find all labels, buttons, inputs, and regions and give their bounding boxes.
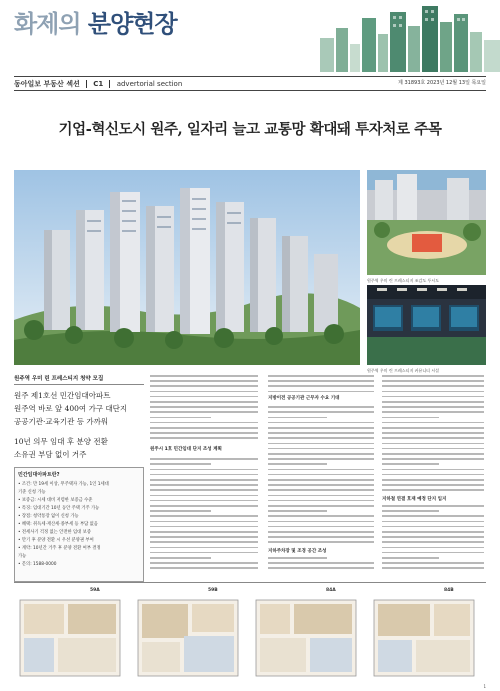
body-text-line [268,406,374,408]
body-text-line [150,567,258,569]
info-line: • 장점: 청약통장 없이 신청 가능 [18,514,79,519]
section-title-part2: 분양현장 [87,10,177,38]
body-text-line [268,411,374,413]
body-text-line [150,484,258,486]
info-line: • 조건: 만 19세 이상, 무주택자 가능, 1인 1세대 [18,482,109,487]
floorplan-label-59b: 59B [208,588,218,593]
body-text-line [268,510,327,512]
section-title-part1: 화제의 [14,10,81,38]
body-text-line [382,469,484,471]
body-text-line [268,505,374,507]
info-box-title: 민간임대아파트란? [18,472,60,478]
masthead [14,79,182,89]
info-line: • 만기 후 분양 전환 시 우선 분양권 부여 [18,538,94,543]
body-text-line [268,385,374,387]
floorplan-84b [368,586,482,682]
body-text-line [382,474,484,476]
body-text-line [150,526,258,528]
body-text-line [150,401,258,403]
body-text-line [268,526,374,528]
body-text-line [150,541,258,543]
body-text-line [382,510,439,512]
body-text-line [150,427,258,429]
body-text-line [150,521,258,523]
body-text-line [268,380,374,382]
body-text-line [382,448,484,450]
body-text-line [382,536,484,538]
body-text-line [382,547,484,549]
body-text-line [382,557,439,559]
body-text-line [150,479,258,481]
body-text-line [268,422,374,424]
floorplan-84a [250,586,364,682]
body-text-line [150,547,258,549]
body-text-line [268,474,374,476]
body-text-line [382,443,484,445]
community-facility-photo [367,285,486,365]
body-text-line [268,521,374,523]
body-text-line [382,411,484,413]
body-text-line [382,526,484,528]
article-subhead: 지방이전 공공기관 근무자 수요 기대 [268,396,340,401]
floorplan-59b [132,586,246,682]
body-text-line [268,567,374,569]
article-column-2 [268,374,376,574]
body-text-line [150,495,258,497]
body-text-line [268,453,374,455]
body-text-line [382,552,484,554]
section-title [14,4,177,39]
body-text-line [268,484,374,486]
body-text-line [382,458,484,460]
info-line: 기준 신청 가능 [18,490,46,495]
body-text-line [268,489,374,491]
body-text-line [268,391,374,393]
body-text-line [382,437,484,439]
body-text-line [268,427,374,429]
info-line: • 계약: 10년간 거주 후 분양 전환 여부 결정 [18,546,101,551]
summary-line: 10년 의무 임대 후 분양 전환 [14,437,108,446]
body-text-line [382,531,484,533]
body-text-line [382,375,484,377]
apartment-complex-rendering [14,170,360,365]
body-text-line [382,417,439,419]
body-text-line [382,562,484,564]
info-line: 가능 [18,554,27,559]
floorplan-59a [14,586,128,682]
body-text-line [382,401,484,403]
masthead-name: 동아일보 부동산 섹션 [14,80,80,88]
body-text-line [268,443,374,445]
page-number: 1 [483,684,486,689]
article-column-1 [150,374,260,574]
body-text-line [382,432,484,434]
body-text-line [268,437,374,439]
city-skyline-illustration [300,0,500,72]
body-text-line [150,474,258,476]
info-line: • 전세사기 걱정 없는 안전한 임대 보증 [18,530,91,535]
headline: 기업-혁신도시 원주, 일자리 늘고 교통망 확대돼 투자처로 주목 [58,121,442,138]
body-text-line [150,489,258,491]
body-text-line [382,453,484,455]
body-text-line [150,505,258,507]
body-text-line [382,406,484,408]
body-text-line [268,463,327,465]
body-text-line [382,422,484,424]
body-text-line [382,567,484,569]
body-text-line [150,552,258,554]
body-text-line [382,463,439,465]
body-text-line [382,505,484,507]
sidebar-title: 원주역 우미 린 프레스티지 청약 모집 [14,376,104,382]
body-text-line [382,396,484,398]
floorplan-label-84b: 84B [444,588,454,593]
body-text-line [382,521,484,523]
body-text-line [150,391,258,393]
body-text-line [382,380,484,382]
body-text-line [150,437,258,439]
section-number: C1 [93,80,104,88]
floorplan-rule [14,582,486,583]
body-text-line [268,417,327,419]
body-text-line [150,458,258,460]
summary-line: 원주역 바로 앞 400여 가구 대단지 [14,404,128,413]
body-text-line [382,391,484,393]
summary-line: 원주 제1호선 민간임대아파트 [14,391,111,400]
summary-line: 공공기관·교육기관 등 가까워 [14,417,109,426]
photo1-caption: 원주역 우미 린 프레스티지 조감도 투시도 [367,278,440,283]
body-text-line [268,469,374,471]
body-text-line [382,541,484,543]
floorplan-label-59a: 59A [90,588,100,593]
section-label: advertorial section [116,80,183,88]
masthead-bottom-rule [14,90,486,91]
body-text-line [268,432,374,434]
body-text-line [150,531,258,533]
info-line: • 특징: 임대기간 10년 동안 주택 거주 가능 [18,506,100,511]
body-text-line [150,422,258,424]
masthead-top-rule [14,76,486,77]
body-text-line [382,479,484,481]
article-subhead: 원주시 1호 민간임대 단지 조성 계획 [150,447,222,452]
body-text-line [268,536,374,538]
body-text-line [268,557,327,559]
body-text-line [268,458,374,460]
body-text-line [268,515,374,517]
body-text-line [150,432,258,434]
article-column-3 [382,374,486,574]
body-text-line [150,463,211,465]
body-text-line [382,489,484,491]
body-text-line [150,406,258,408]
community-park-photo [367,170,486,275]
info-line: • 문의: 1588-0000 [18,562,57,567]
body-text-line [268,448,374,450]
body-text-line [150,417,211,419]
summary-line: 소유권 부담 없이 거주 [14,450,87,459]
body-text-line [268,562,374,564]
body-text-line [150,380,258,382]
body-text-line [382,385,484,387]
floorplan-label-84a: 84A [326,588,336,593]
body-text-line [268,495,374,497]
body-text-line [382,427,484,429]
body-text-line [268,500,374,502]
body-text-line [150,411,258,413]
info-line: • 보증금: 시세 대비 저렴한 보증금 수준 [18,498,93,503]
issue-info: 제 31893호 2023년 12월 13일 목요일 [398,80,486,86]
article-subhead: 지하철 연결 호재 예정 단지 입지 [382,497,447,502]
body-text-line [382,484,484,486]
body-text-line [268,531,374,533]
body-text-line [150,557,211,559]
sidebar-rule [14,384,144,385]
info-line: • 혜택: 취득세·재산세·종부세 등 부담 없음 [18,522,98,527]
body-text-line [268,479,374,481]
body-text-line [268,541,374,543]
body-text-line [150,510,211,512]
body-text-line [150,562,258,564]
photo2-caption: 원주역 우미 린 프레스티지 커뮤니티 시설 [367,368,440,373]
body-text-line [382,515,484,517]
body-text-line [150,375,258,377]
body-text-line [150,536,258,538]
body-text-line [150,385,258,387]
body-text-line [150,469,258,471]
body-text-line [150,515,258,517]
body-text-line [268,375,374,377]
body-text-line [150,396,258,398]
body-text-line [150,500,258,502]
article-subhead: 지하주차장 및 조경 공간 조성 [268,549,327,554]
